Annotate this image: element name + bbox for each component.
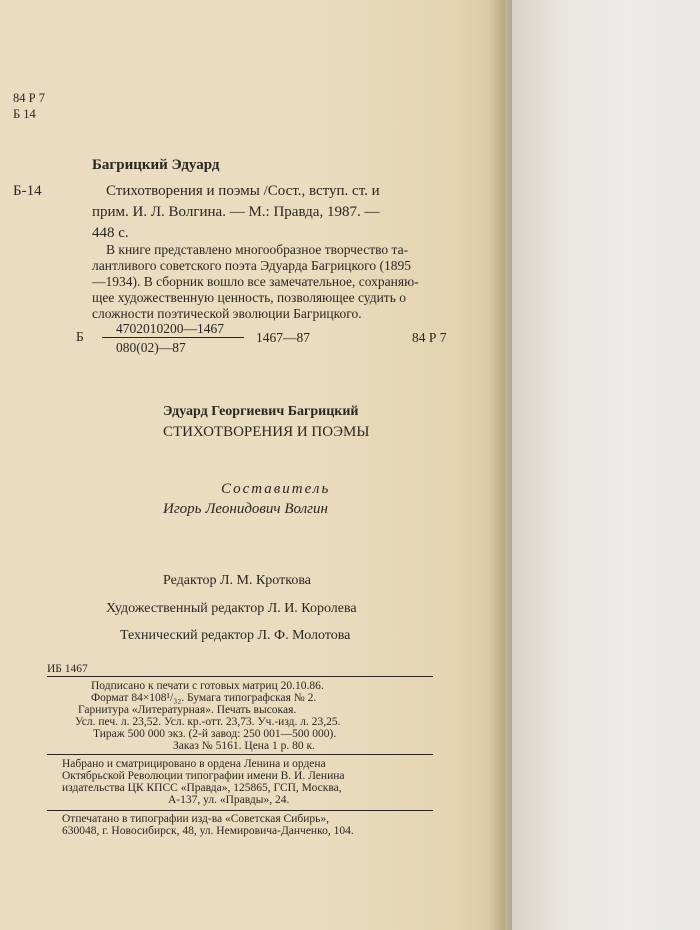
formula-denominator: 080(02)—87 (116, 340, 186, 355)
formula-number: 1467—87 (256, 330, 310, 345)
compiler-label: Составитель (221, 481, 331, 497)
imprint-line-5: Тираж 500 000 экз. (2-й завод: 250 001—500 000). (93, 728, 337, 740)
annotation-line-4: щее художественную ценность, позволяющее судить о (92, 290, 406, 305)
annotation-line-5: сложности поэтической эволюции Багрицкого. (92, 306, 362, 321)
author-sign: Б 14 (13, 107, 36, 121)
formula-letter: Б (76, 329, 84, 344)
imprint-rule-bottom (47, 810, 433, 811)
imprint-rule-middle (47, 754, 433, 755)
imprint-line-3: Гарнитура «Литературная». Печать высокая. (78, 704, 297, 716)
printer-line-2: Октябрьской Революции типографии имени В. И. Ленина (62, 770, 345, 782)
press-line-1: Отпечатано в типографии изд-ва «Советская Сибирь», (62, 813, 330, 825)
formula-numerator: 4702010200—1467 (116, 321, 224, 336)
imprint-line-1: Подписано к печати с готовых матриц 20.10.86. (91, 680, 324, 692)
card-index: Б-14 (13, 183, 42, 199)
tech-editor: Технический редактор Л. Ф. Молотова (120, 628, 351, 643)
annotation-line-3: —1934). В сборник вошло все замечательное, сохраняю- (92, 274, 419, 289)
book-title: СТИХОТВОРЕНИЯ И ПОЭМЫ (163, 424, 370, 440)
card-title-line-3: 448 с. (92, 225, 129, 241)
card-author: Багрицкий Эдуард (92, 157, 220, 173)
printer-line-3: издательства ЦК КПСС «Правда», 125865, ГСП, Москва, (62, 782, 342, 794)
formula-line (102, 337, 244, 338)
card-title-line-2: прим. И. Л. Волгина. — М.: Правда, 1987. — (92, 204, 380, 220)
facing-page (512, 0, 700, 930)
imprint-rule-top (47, 676, 433, 677)
compiler-name: Игорь Леонидович Волгин (163, 501, 328, 517)
art-editor: Художественный редактор Л. И. Королева (106, 601, 357, 616)
imprint-line-4: Усл. печ. л. 23,52. Усл. кр.-отт. 23,73. Уч.-изд. л. 23,25. (75, 716, 341, 728)
press-line-2: 630048, г. Новосибирск, 48, ул. Немировича-Данченко, 104. (62, 825, 354, 837)
imprint-line-6: Заказ № 5161. Цена 1 р. 80 к. (173, 740, 315, 752)
printer-line-4: А-137, ул. «Правды», 24. (168, 794, 290, 806)
annotation-line-1: В книге представлено многообразное творчество та- (106, 242, 409, 257)
imprint-line-2: Формат 84×108¹/₃₂. Бумага типографская № 2. (91, 692, 317, 704)
annotation-line-2: лантливого советского поэта Эдуарда Багрицкого (1895 (92, 258, 411, 273)
author-full: Эдуард Георгиевич Багрицкий (163, 404, 359, 419)
bbk-code: 84 Р 7 (13, 91, 45, 105)
printer-line-1: Набрано и сматрицировано в ордена Ленина и ордена (62, 758, 326, 770)
editor: Редактор Л. М. Кроткова (163, 573, 311, 588)
ib-number: ИБ 1467 (47, 663, 88, 675)
formula-bbk: 84 Р 7 (412, 330, 447, 345)
card-title-line-1: Стихотворения и поэмы /Сост., вступ. ст. и (106, 183, 380, 199)
